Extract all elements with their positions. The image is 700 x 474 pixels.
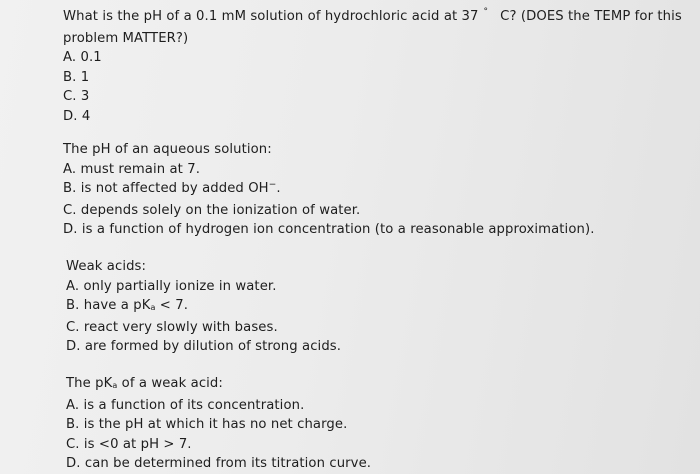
degree-symbol: ° — [483, 7, 489, 17]
question-3-option-d: D. are formed by dilution of strong acids. — [66, 339, 342, 355]
question-4-option-c: C. is <0 at pH > 7. — [66, 436, 192, 452]
question-3 — [66, 257, 686, 357]
question-1-prompt-start: What is the pH of a 0.1 mM solution of hydrochloric acid at 37 — [63, 9, 479, 24]
question-1-option-a: A. 0.1 — [63, 50, 102, 66]
question-2-option-c: C. depends solely on the ionization of water. — [63, 202, 361, 218]
question-3-option-a: A. only partially ionize in water. — [66, 278, 277, 294]
question-2-option-b-end: . — [276, 181, 281, 197]
question-4 — [66, 374, 686, 474]
question-1-prompt-end: C? (DOES the TEMP for this problem MATTER?) — [63, 9, 682, 46]
question-3-option-b-text: B. have a pK — [66, 298, 151, 314]
question-1-option-c: C. 3 — [63, 89, 90, 105]
question-2 — [63, 140, 693, 240]
question-3-option-c: C. react very slowly with bases. — [66, 319, 278, 335]
question-2-option-b — [63, 179, 693, 201]
question-4-prompt-end: of a weak acid: — [117, 376, 223, 391]
question-4-prompt-start: The pK — [66, 376, 113, 391]
question-1 — [63, 7, 693, 127]
question-1-prompt — [63, 7, 693, 48]
question-4-option-b: B. is the pH at which it has no net charge. — [66, 417, 348, 433]
question-2-option-b-text: B. is not affected by added OH — [63, 181, 269, 197]
pka-subscript: a — [112, 381, 118, 390]
question-3-option-b — [66, 296, 686, 318]
pka-subscript: a — [150, 303, 156, 313]
question-3-option-b-end: < 7. — [155, 298, 189, 314]
question-2-option-d: D. is a function of hydrogen ion concentration (to a reasonable approximation). — [63, 222, 595, 238]
question-4-option-d: D. can be determined from its titration curve. — [66, 456, 372, 472]
question-2-option-a: A. must remain at 7. — [63, 161, 201, 177]
question-2-prompt: The pH of an aqueous solution: — [63, 142, 272, 157]
question-3-prompt: Weak acids: — [66, 259, 147, 274]
question-1-option-b: B. 1 — [63, 69, 90, 85]
question-4-prompt — [66, 374, 686, 396]
question-1-option-d: D. 4 — [63, 108, 91, 124]
question-4-option-a: A. is a function of its concentration. — [66, 397, 305, 413]
hydroxide-charge: − — [268, 180, 277, 191]
